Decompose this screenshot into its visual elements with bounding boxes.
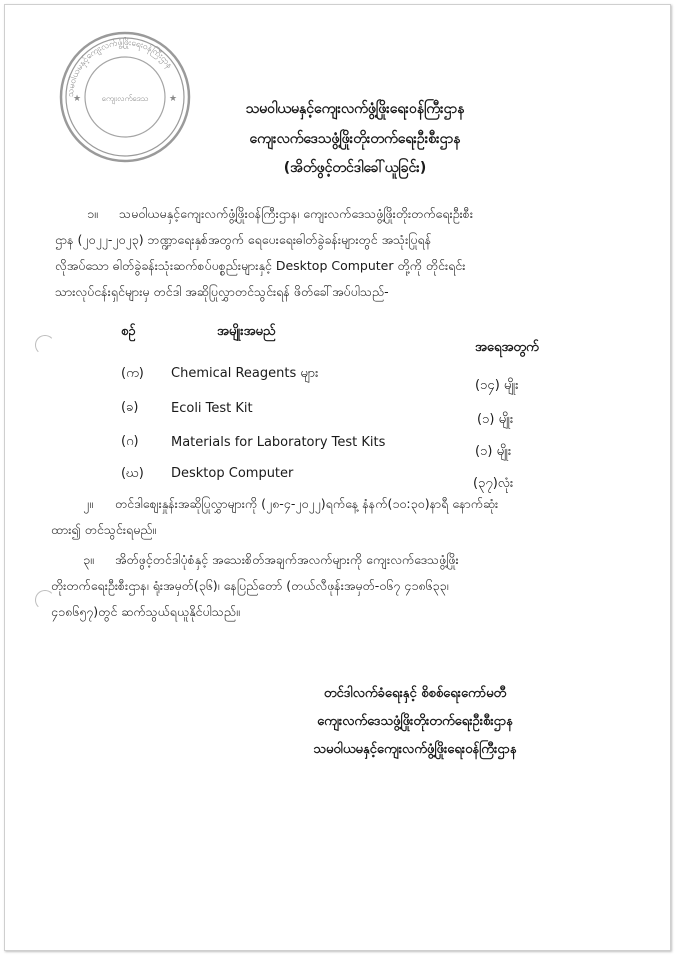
table-row-quantity: (၁) မျိုး xyxy=(475,444,512,459)
table-row-mark: (က) xyxy=(121,366,144,381)
table-header-item: အမျိုးအမည် xyxy=(217,324,276,339)
official-seal xyxy=(55,27,195,167)
paragraph-1-line-2: ဌာန (၂၀၂၂-၂၀၂၃) ဘဏ္ဍာရေးနှစ်အတွက် ရေပေးရေးဓါတ်ခွဲခန်းများတွင် အသုံးပြုရန် xyxy=(55,232,432,247)
header-subject: (အိတ်ဖွင့်တင်ဒါခေါ်ယူခြင်း) xyxy=(283,160,427,176)
punch-hole-mark xyxy=(35,590,55,610)
paragraph-1-number: ၁။ xyxy=(87,206,98,221)
svg-text:သမဝါယမနှင့်ကျေးလက်ဖွံ့ဖြိုးရေး xyxy=(66,36,175,98)
table-row-quantity: (၁) မျိုး xyxy=(477,412,514,427)
table-row-item: Ecoli Test Kit xyxy=(171,401,253,416)
paragraph-1-line-4: သားလုပ်ငန်းရှင်များမှ တင်ဒါ အဆိုပြုလွှာတင်သွင်းရန် ဖိတ်ခေါ်အပ်ပါသည်- xyxy=(55,284,389,299)
table-row-quantity: (၁၄) မျိုး xyxy=(475,378,519,393)
document-page xyxy=(4,4,671,951)
seal-text: သမဝါယမနှင့်ကျေးလက်ဖွံ့ဖြိုးရေးဝန်ကြီးဌာန xyxy=(65,37,175,98)
paragraph-1-line-3: လိုအပ်သော ဓါတ်ခွဲခန်းသုံးဆက်စပ်ပစ္စည်းများနှင့် Desktop Computer တို့ကို တိုင်းရင်း xyxy=(55,258,466,273)
table-header-quantity: အရေအတွက် xyxy=(475,340,539,355)
paragraph-3-line-1: အိတ်ဖွင့်တင်ဒါပုံစံနှင့် အသေးစိတ်အချက်အလက်များကို ကျေးလက်ဒေသဖွံ့ဖြိုး xyxy=(115,552,459,567)
paragraph-2-line-1: တင်ဒါစျေးနှုန်းအဆိုပြုလွှာများကို (၂၈-၄-၂၀၂၂)ရက်နေ့ နံနက်(၁၀:၃၀)နာရီ နောက်ဆုံး xyxy=(115,496,499,511)
table-row-item: Materials for Laboratory Test Kits xyxy=(171,435,386,450)
table-row-item: Chemical Reagents များ xyxy=(171,366,319,381)
table-row-item: Desktop Computer xyxy=(171,466,294,481)
table-row-mark: (ဃ) xyxy=(121,466,144,481)
table-header-number: စဉ် xyxy=(121,324,136,339)
signature-ministry: သမဝါယမနှင့်ကျေးလက်ဖွံ့ဖြိုးရေးဝန်ကြီးဌာန xyxy=(313,742,517,757)
svg-text:★: ★ xyxy=(73,94,82,104)
paragraph-3 xyxy=(51,547,459,625)
seal-inner-text: ကျေးလက်ဒေသ xyxy=(101,94,149,103)
table-row-mark: (ဂ) xyxy=(121,434,139,449)
svg-text:★: ★ xyxy=(169,94,178,104)
signature-department: ကျေးလက်ဒေသဖွံ့ဖြိုးတိုးတက်ရေးဦးစီးဌာန xyxy=(317,714,513,729)
paragraph-1-line-1: သမဝါယမနှင့်ကျေးလက်ဖွံ့ဖြိုးဝန်ကြီးဌာန၊ ကျေးလက်ဒေသဖွံ့ဖြိုးတိုးတက်ရေးဦးစီး xyxy=(119,206,474,221)
paragraph-2-number: ၂။ xyxy=(83,496,93,511)
signature-committee: တင်ဒါလက်ခံရေးနှင့် စိစစ်ရေးကော်မတီ xyxy=(323,686,507,701)
header-ministry: သမဝါယမနှင့်ကျေးလက်ဖွံ့ဖြိုးရေးဝန်ကြီးဌာန xyxy=(245,101,465,117)
paragraph-3-line-3: ၄၁၈၆၅၇)တွင် ဆက်သွယ်ရယူနိုင်ပါသည်။ xyxy=(51,604,240,619)
punch-hole-mark xyxy=(35,335,55,355)
paragraph-3-line-2: တိုးတက်ရေးဦးစီးဌာန၊ ရုံးအမှတ်(၃၆)၊ နေပြည်တော် (တယ်လီဖုန်းအမှတ်-၀၆၇ ၄၁၈၆၃၃၊ xyxy=(51,578,449,593)
paragraph-2 xyxy=(51,491,499,543)
table-row-mark: (ခ) xyxy=(121,400,139,415)
table-row-quantity: (၃၇)လုံး xyxy=(473,476,514,491)
paragraph-2-line-2: ထား၍ တင်သွင်းရမည်။ xyxy=(51,522,157,537)
paragraph-3-number: ၃။ xyxy=(83,552,94,567)
header-department: ကျေးလက်ဒေသဖွံ့ဖြိုးတိုးတက်ရေးဦးစီးဌာန xyxy=(249,131,461,147)
seal-icon xyxy=(55,27,195,167)
paragraph-1 xyxy=(55,201,474,305)
